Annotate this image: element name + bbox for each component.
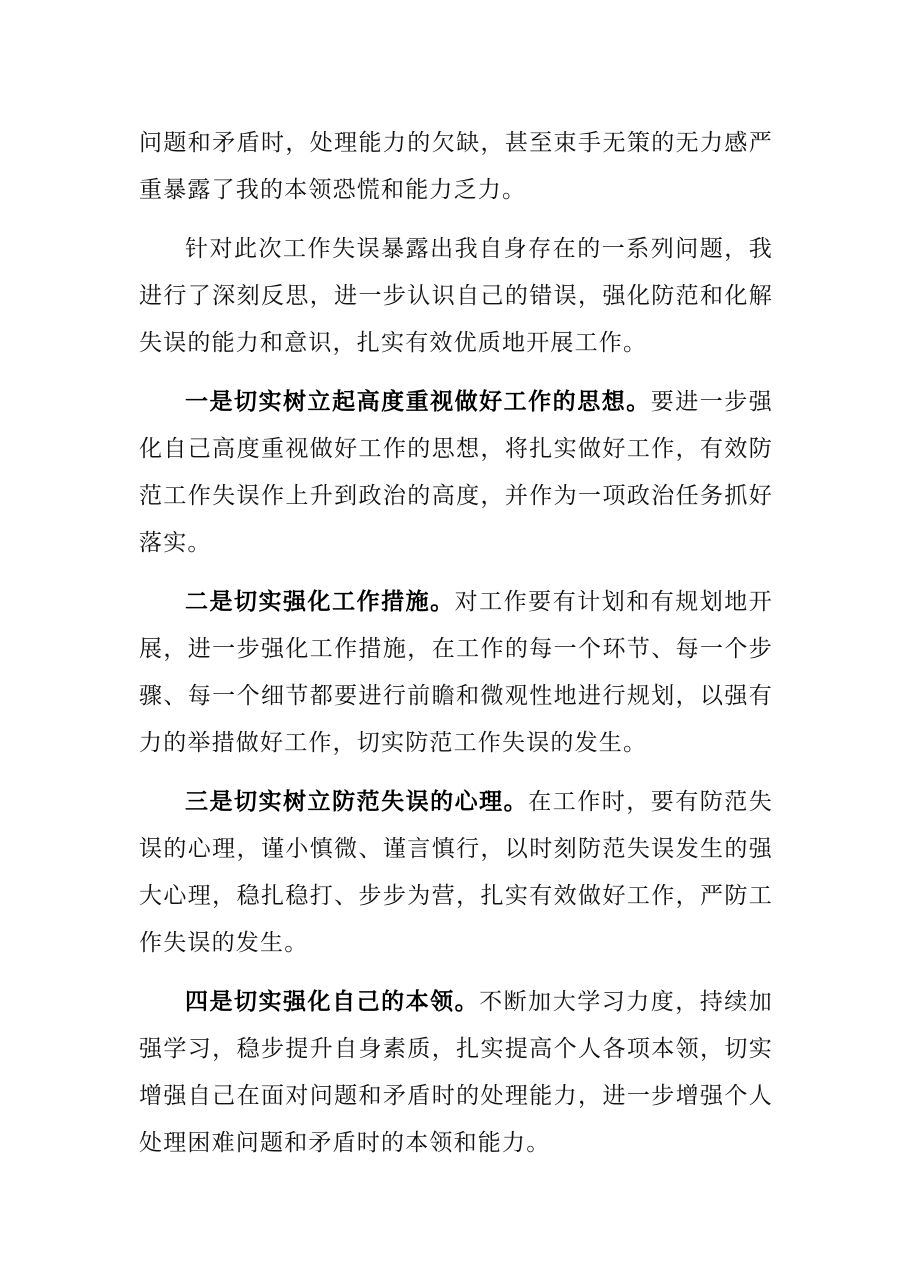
paragraph-text: 在工作时，要有防范失误的心理，谨小慎微、谨言慎行，以时刻防范失误发生的强大心理，稳扎稳打、步步为营，扎实有效做好工作，严防工作失误的发生。 (139, 789, 773, 956)
paragraph-point-four (139, 979, 773, 1167)
paragraph-text: 要进一步强化自己高度重视做好工作的思想，将扎实做好工作，有效防范工作失误作上升到政治的高度，并作为一项政治任务抓好落实。 (139, 389, 773, 556)
paragraph-lead: 三是切实树立防范失误的心理。 (185, 789, 529, 815)
paragraph-text: 对工作要有计划和有规划地开展，进一步强化工作措施，在工作的每一个环节、每一个步骤、每一个细节都要进行前瞻和微观性地进行规划，以强有力的举措做好工作，切实防范工作失误的发生。 (139, 589, 773, 756)
paragraph-lead: 二是切实强化工作措施。 (185, 589, 455, 615)
paragraph-lead: 一是切实树立起高度重视做好工作的思想。 (185, 389, 651, 415)
paragraph-text: 问题和矛盾时，处理能力的欠缺，甚至束手无策的无力感严重暴露了我的本领恐慌和能力乏力。 (139, 130, 773, 203)
document-body (139, 120, 773, 1179)
paragraph-text: 不断加大学习力度，持续加强学习，稳步提升自身素质，扎实提高个人各项本领，切实增强自己在面对问题和矛盾时的处理能力，进一步增强个人处理困难问题和矛盾时的本领和能力。 (139, 989, 773, 1156)
paragraph-reflection (139, 226, 773, 367)
paragraph-text: 针对此次工作失误暴露出我自身存在的一系列问题，我进行了深刻反思，进一步认识自己的错误，强化防范和化解失误的能力和意识，扎实有效优质地开展工作。 (139, 236, 773, 356)
paragraph-continuation (139, 120, 773, 214)
paragraph-lead: 四是切实强化自己的本领。 (185, 989, 480, 1015)
paragraph-point-two (139, 579, 773, 767)
paragraph-point-one (139, 379, 773, 567)
paragraph-point-three (139, 779, 773, 967)
